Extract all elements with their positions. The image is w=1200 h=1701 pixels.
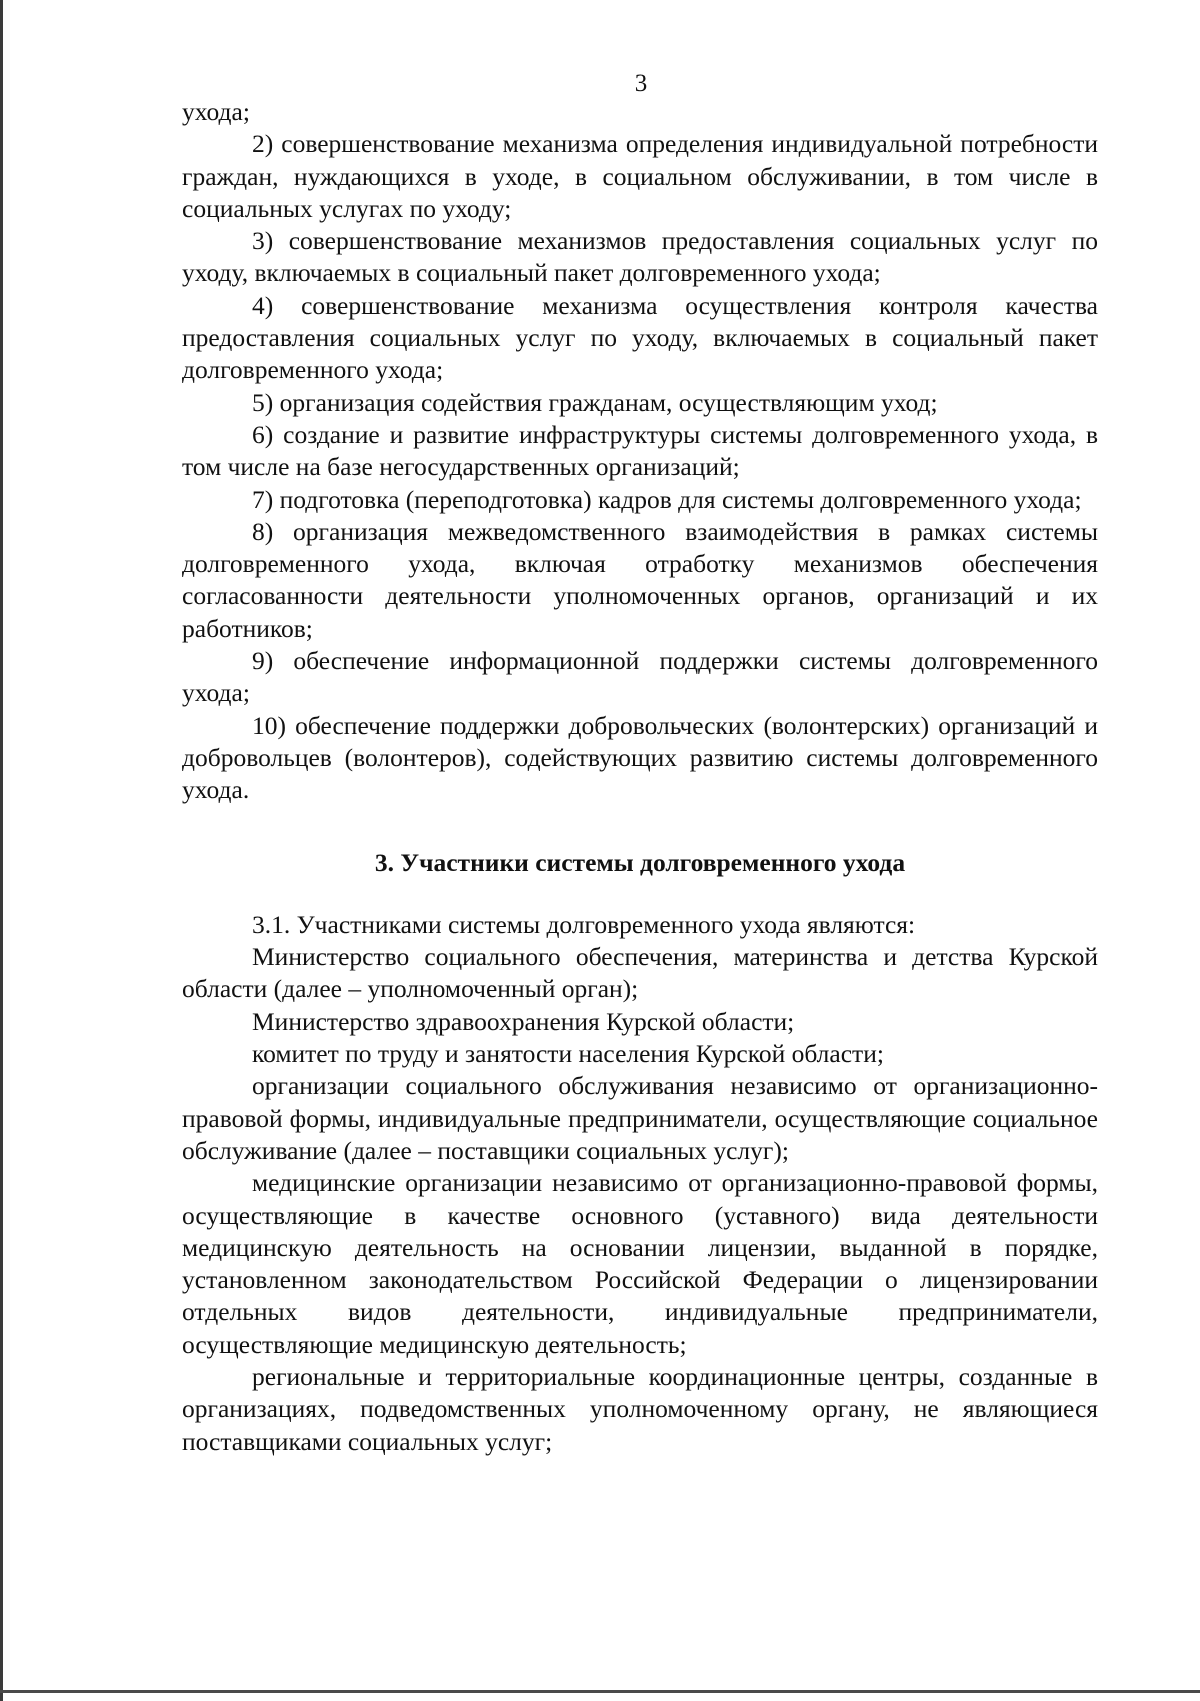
list-item-3: 3) совершенствование механизмов предоставления социальных услуг по уходу, включаемых в социальный пакет долговременного ухода;	[182, 226, 1098, 288]
list-item-7: 7) подготовка (переподготовка) кадров для системы долговременного ухода;	[252, 484, 1082, 514]
participant-labor-committee: комитет по труду и занятости населения Курской области;	[252, 1039, 884, 1069]
scan-left-edge	[0, 0, 3, 1701]
list-item-continuation: ухода;	[182, 97, 250, 126]
participant-medical-orgs: медицинские организации независимо от организационно-правовой формы, осуществляющие в качестве основного (уставного) вида деятельности медицинскую деятельность на основании лицензии, выданной в порядке, установленном законодательством Российской Федерации о лицензировании отдельных видов деятельности, индивидуальные предприниматели, осуществляющие медицинскую деятельность;	[182, 1168, 1098, 1359]
list-item-9: 9) обеспечение информационной поддержки системы долговременного ухода;	[182, 646, 1098, 708]
document-body	[182, 96, 1098, 1458]
participant-social-service-orgs: организации социального обслуживания независимо от организационно-правовой формы, индивидуальные предприниматели, осуществляющие социальное обслуживание (далее – поставщики социальных услуг);	[182, 1071, 1098, 1165]
list-item-4: 4) совершенствование механизма осуществления контроля качества предоставления социальных услуг по уходу, включаемых в социальный пакет долговременного ухода;	[182, 290, 1098, 385]
section-heading: 3. Участники системы долговременного ухода	[374, 847, 906, 877]
list-item-6: 6) создание и развитие инфраструктуры системы долговременного ухода, в том числе на базе негосударственных организаций;	[182, 419, 1098, 482]
list-item-10: 10) обеспечение поддержки добровольческих (волонтерских) организаций и добровольцев (волонтеров), содействующих развитию системы долговременного ухода.	[182, 710, 1098, 805]
section-intro-paragraph: 3.1. Участниками системы долговременного ухода являются:	[252, 909, 916, 939]
participant-coordination-centers: региональные и территориальные координационные центры, созданные в организациях, подведомственных уполномоченному органу, не являющиеся поставщиками социальных услуг;	[182, 1361, 1098, 1456]
list-item-8: 8) организация межведомственного взаимодействия в рамках системы долговременного ухода, включая отработку механизмов обеспечения согласованности деятельности уполномоченных органов, организаций и их работников;	[182, 516, 1098, 643]
scan-bottom-edge	[0, 1690, 1200, 1693]
page-number: 3	[634, 70, 648, 97]
list-item-2: 2) совершенствование механизма определения индивидуальной потребности граждан, нуждающихся в уходе, в социальном обслуживании, в том числе в социальных услугах по уходу;	[182, 129, 1098, 223]
list-item-5: 5) организация содействия гражданам, осуществляющим уход;	[252, 387, 938, 417]
participant-ministry-social: Министерство социального обеспечения, материнства и детства Курской области (далее – уполномоченный орган);	[182, 942, 1098, 1004]
participant-ministry-health: Министерство здравоохранения Курской области;	[252, 1006, 795, 1036]
